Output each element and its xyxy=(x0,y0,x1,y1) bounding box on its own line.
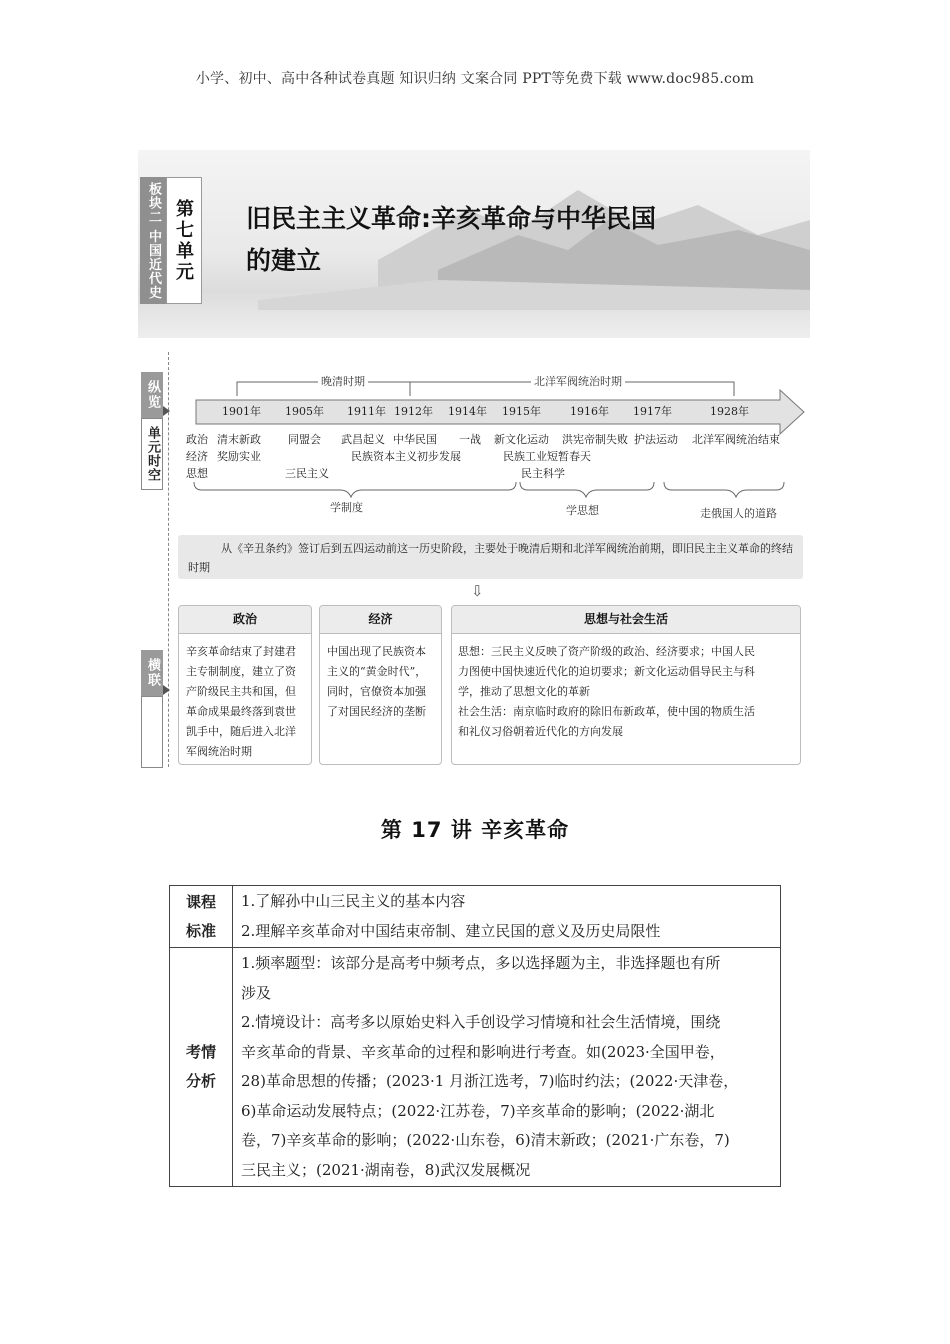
timeline-event: 同盟会 xyxy=(288,433,321,446)
timeline-event: 北洋军阀统治结束 xyxy=(692,433,780,446)
timeline-event: 民主科学 xyxy=(521,467,565,480)
side-arrow-icon xyxy=(163,685,170,695)
timeline-event: 护法运动 xyxy=(634,433,678,446)
year-label: 1915年 xyxy=(502,405,541,418)
card-line: 凯手中，随后进入北洋 xyxy=(186,725,296,738)
brace-label: 走俄国人的道路 xyxy=(700,507,777,520)
card-politics xyxy=(178,605,312,765)
down-arrow-icon: ⇩ xyxy=(471,582,484,600)
category-thought: 思想 xyxy=(186,467,208,480)
card-line: 中国出现了民族资本 xyxy=(327,645,426,658)
unit-title xyxy=(246,198,766,282)
card-title: 思想与社会生活 xyxy=(452,606,800,634)
side-tab-zonglan: 纵览 xyxy=(141,372,163,418)
timeline-event: 武昌起义 xyxy=(341,433,385,446)
side-arrow-icon xyxy=(163,406,170,416)
block-label: 板块二 中国近代史 xyxy=(140,177,166,304)
brace-label: 学思想 xyxy=(566,504,599,517)
unit-label: 第七单元 xyxy=(166,177,202,304)
table-row xyxy=(170,886,781,948)
table-row xyxy=(170,948,781,1187)
card-line: 社会生活：南京临时政府的除旧布新政革，使中国的物质生活 xyxy=(458,705,755,718)
timeline-event: 一战 xyxy=(459,433,481,446)
row-label: 考情 分析 xyxy=(170,948,233,1187)
timeline-event: 民族工业短暂春天 xyxy=(503,450,591,463)
card-line: 军阀统治时期 xyxy=(186,745,252,758)
timeline-event: 洪宪帝制失败 xyxy=(562,433,628,446)
timeline-event: 三民主义 xyxy=(285,467,329,480)
lecture-title: 第 17 讲 辛亥革命 xyxy=(380,818,570,842)
unit-title-line1: 旧民主主义革命:辛亥革命与中华民国 xyxy=(246,204,656,233)
row-content: 1.频率题型：该部分是高考中频考点，多以选择题为主，非选择题也有所 涉及 2.情境设计：高考多以原始史料入手创设学习情境和社会生活情境，围绕 辛亥革命的背景、辛亥革命的过程和影响进行考查。如(2023·全国甲卷， 28)革命思想的传播；(2023·1 月浙江选考，7)临时约法；(2022·天津卷， 6)革命运动发展特点；(2022·江苏卷，7)辛亥革命的影响；(2022·湖北 卷，7)辛亥革命的影响；(2022·山东卷，6)清末新政；(2021·广东卷，7) 三民主义；(2021·湖南卷，8)武汉发展概况 xyxy=(233,948,781,1187)
category-politics: 政治 xyxy=(186,433,208,446)
category-economy: 经济 xyxy=(186,450,208,463)
timeline-event: 清末新政 xyxy=(217,433,261,446)
stage-summary: 从《辛丑条约》签订后到五四运动前这一历史阶段，主要处于晚清后期和北洋军阀统治前期，即旧民主主义革命的终结时期 xyxy=(178,535,803,579)
card-economy xyxy=(319,605,442,765)
period-late-qing: 晚清时期 xyxy=(318,373,368,389)
card-title: 经济 xyxy=(320,606,441,634)
timeline-event: 奖励实业 xyxy=(217,450,261,463)
card-line: 主义的“黄金时代”， xyxy=(327,665,427,678)
card-line: 同时，官僚资本加强 xyxy=(327,685,426,698)
unit-title-line2: 的建立 xyxy=(246,246,322,275)
card-line: 革命成果最终落到袁世 xyxy=(186,705,296,718)
year-label: 1914年 xyxy=(448,405,487,418)
year-label: 1917年 xyxy=(633,405,672,418)
brace-label: 学制度 xyxy=(330,501,363,514)
year-label: 1901年 xyxy=(222,405,261,418)
year-label: 1905年 xyxy=(285,405,324,418)
side-tab-danyuan: 单元时空 xyxy=(141,418,163,490)
card-thought-society xyxy=(451,605,801,765)
row-label: 课程 标准 xyxy=(170,886,233,948)
row-content: 1.了解孙中山三民主义的基本内容 2.理解辛亥革命对中国结束帝制、建立民国的意义及历史局限性 xyxy=(233,886,781,948)
card-line: 力图使中国快速近代化的迫切要求；新文化运动倡导民主与科 xyxy=(458,665,755,678)
card-line: 思想：三民主义反映了资产阶级的政治、经济要求；中国人民 xyxy=(458,645,755,658)
side-tab-henglian: 横联 xyxy=(141,650,163,696)
year-label: 1928年 xyxy=(710,405,749,418)
year-label: 1911年 xyxy=(347,405,386,418)
card-line: 主专制制度，建立了资 xyxy=(186,665,296,678)
period-beiyang: 北洋军阀统治时期 xyxy=(531,373,625,389)
side-tab-jieduan xyxy=(141,696,163,768)
card-title: 政治 xyxy=(179,606,311,634)
year-label: 1912年 xyxy=(394,405,433,418)
timeline-event: 新文化运动 xyxy=(494,433,549,446)
timeline-event: 中华民国 xyxy=(393,433,437,446)
timeline-event: 民族资本主义初步发展 xyxy=(351,450,461,463)
card-line: 产阶级民主共和国，但 xyxy=(186,685,296,698)
card-line: 了对国民经济的垄断 xyxy=(327,705,426,718)
year-label: 1916年 xyxy=(570,405,609,418)
site-header: 小学、初中、高中各种试卷真题 知识归纳 文案合同 PPT等免费下载 www.doc985.com xyxy=(195,71,755,87)
card-line: 和礼仪习俗朝着近代化的方向发展 xyxy=(458,725,623,738)
card-line: 辛亥革命结束了封建君 xyxy=(186,645,296,658)
card-line: 学，推动了思想文化的革新 xyxy=(458,685,590,698)
course-table xyxy=(169,885,781,1187)
